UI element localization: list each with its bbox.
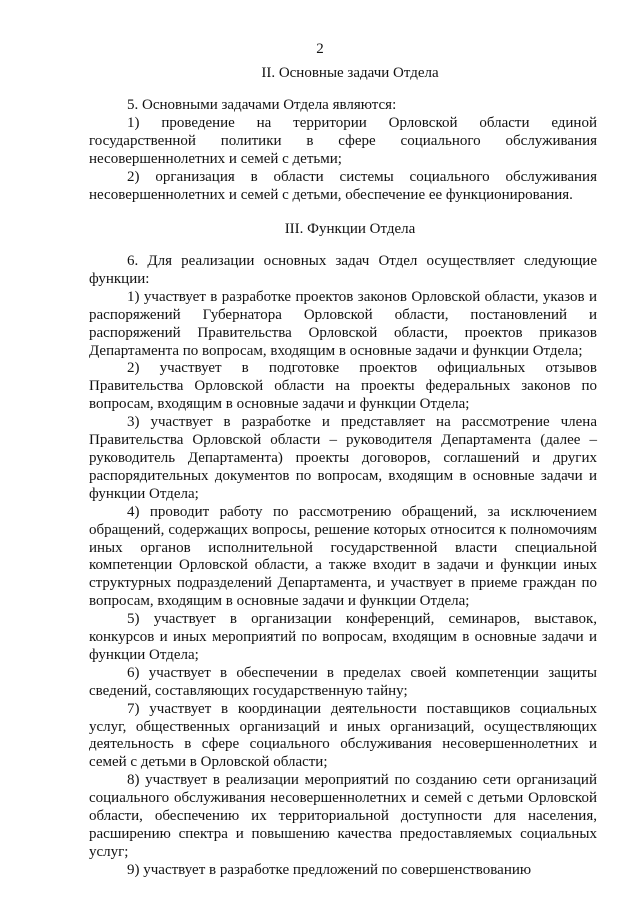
page-number: 2 (316, 41, 324, 57)
function-item-6: 6) участвует в обеспечении в пределах своей компетенции защиты сведений, составляющих государственную тайну; (89, 664, 597, 699)
section-3-body (89, 253, 597, 880)
paragraph-5: 5. Основными задачами Отдела являются: (127, 97, 397, 113)
paragraph-5-item-2: 2) организация в области системы социального обслуживания несовершеннолетних и семей с детьми, обеспечение ее функционирования. (89, 168, 597, 203)
function-item-3: 3) участвует в разработке и представляет на рассмотрение члена Правительства Орловской области – руководителя Департамента (далее – руководитель Департамента) проекты договоров, соглашений и других распорядительных документов по вопросам, входящим в основные задачи и функции Отдела; (89, 414, 597, 502)
function-item-7: 7) участвует в координации деятельности поставщиков социальных услуг, общественных организаций и иных организаций, осуществляющих деятельность в сфере социального обслуживания несовершеннолетних и семей с детьми в Орловской области; (89, 700, 597, 771)
paragraph-6: 6. Для реализации основных задач Отдел осуществляет следующие функции: (89, 253, 597, 287)
function-item-1: 1) участвует в разработке проектов законов Орловской области, указов и распоряжений Губернатора Орловской области, постановлений и распоряжений Правительства Орловской области, проектов приказов Департамента по вопросам, входящим в основные задачи и функции Отдела; (89, 288, 597, 359)
function-item-9: 9) участвует в разработке предложений по совершенствованию (127, 861, 532, 878)
section-2-heading: II. Основные задачи Отдела (261, 65, 439, 81)
function-item-5: 5) участвует в организации конференций, семинаров, выставок, конкурсов и иных мероприятий по вопросам, входящим в основные задачи и функции Отдела; (89, 611, 597, 663)
function-item-4: 4) проводит работу по рассмотрению обращений, за исключением обращений, содержащих вопросы, решение которых относится к полномочиям иных органов исполнительной государственной власти специальной компетенции Орловской области, а также входит в задачи и функции иных структурных подразделений Департамента, и участвует в приеме граждан по вопросам, входящим в основные задачи и функции Отдела; (89, 503, 597, 610)
section-3-heading: III. Функции Отдела (284, 221, 416, 237)
section-2-body (89, 97, 597, 204)
paragraph-5-item-1: 1) проведение на территории Орловской области единой государственной политики в сфере социального обслуживания несовершеннолетних и семей с детьми; (89, 114, 597, 167)
function-item-2: 2) участвует в подготовке проектов официальных отзывов Правительства Орловской области на проекты федеральных законов по вопросам, входящим в основные задачи и функции Отдела; (89, 360, 597, 413)
function-item-8: 8) участвует в реализации мероприятий по созданию сети организаций социального обслуживания несовершеннолетних и семей с детьми Орловской области, обеспечению их территориальной доступности для населения, расширению спектра и повышению качества предоставляемых социальных услуг; (89, 772, 597, 860)
